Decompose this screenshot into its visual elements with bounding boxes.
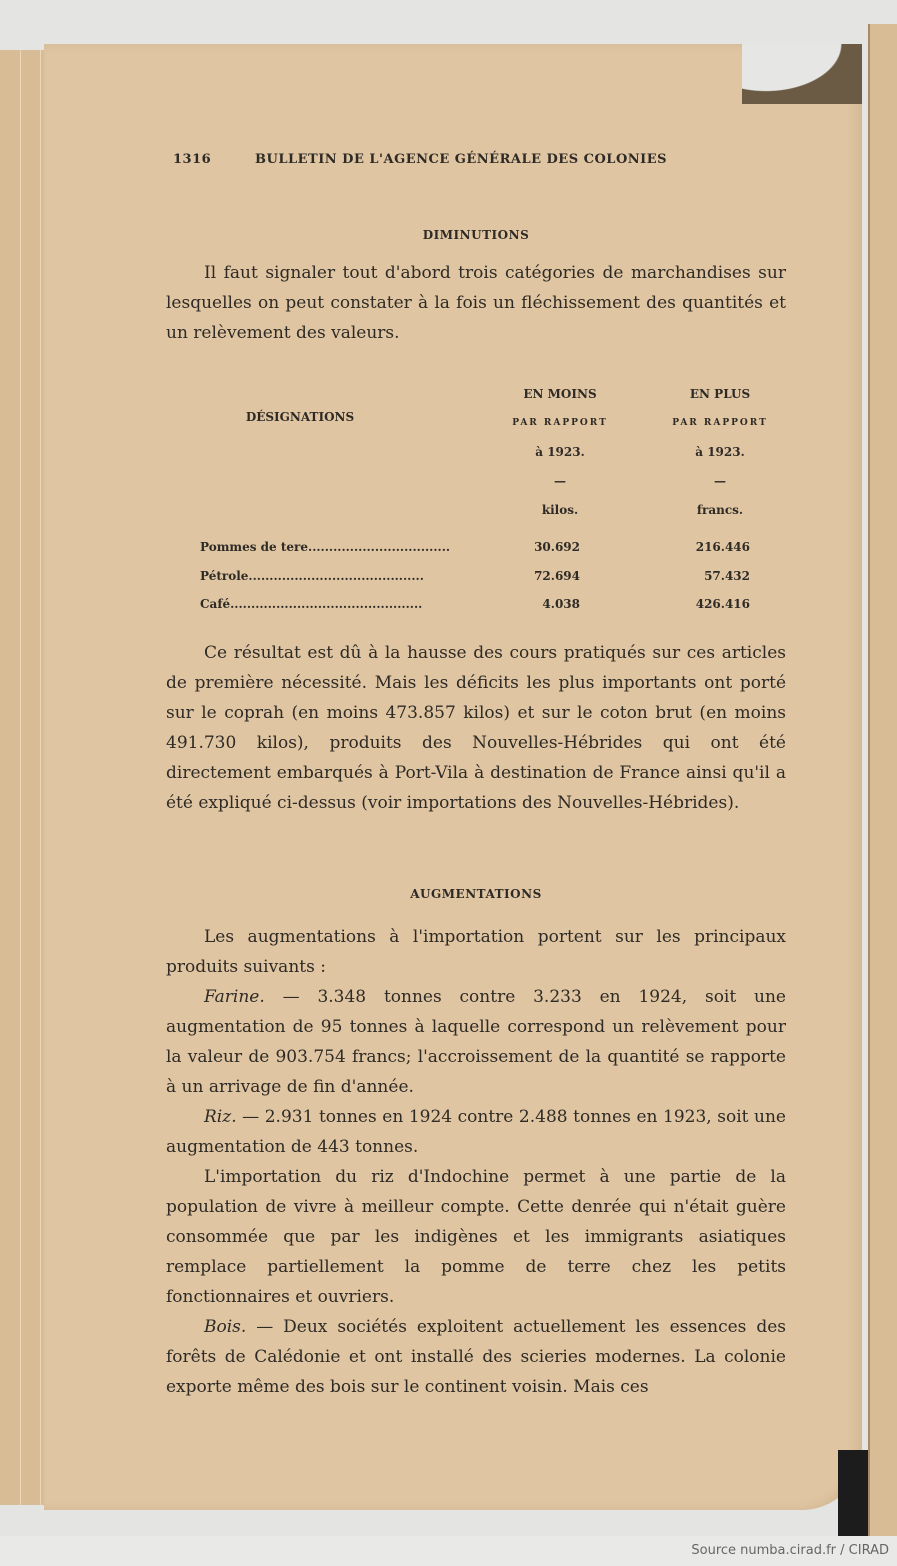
item-name: Farine. [204, 987, 265, 1007]
item-text: — 2.931 tonnes en 1924 contre 2.488 tonnes en 1923, soit une augmentation de 443 tonnes. [166, 1107, 786, 1157]
paragraph-riz [166, 1102, 786, 1162]
paragraph-riz-indochine [166, 1162, 786, 1312]
paragraph-diminutions-conclusion [166, 638, 786, 818]
facing-page-edge [868, 24, 897, 1536]
table-header-col-francs [660, 380, 780, 525]
paragraph-text: Il faut signaler tout d'abord trois catégories de marchandises sur lesquelles on peut constater à la fois un fléchissement des quantités et un relèvement des valeurs. [166, 263, 786, 343]
header-line: à 1923. [535, 445, 585, 459]
scanner-clamp [838, 1450, 868, 1536]
header-line: à 1923. [695, 445, 745, 459]
item-name: Bois. [204, 1317, 247, 1337]
header-dash: — [554, 474, 566, 488]
source-credit: Source numba.cirad.fr / CIRAD [691, 1543, 889, 1558]
paragraph-text: Ce résultat est dû à la hausse des cours pratiqués sur ces articles de première nécessité. Mais les déficits les plus importants ont porté sur le coprah (en moins 473.857 kilos) et sur le coton brut (en moins 491.730 kilos), produits des Nouvelles-Hébrides qui ont été directement embarqués à Port-Vila à destination de France ainsi qu'il a été expliqué ci-dessus (voir importations des Nouvelles-Hébrides). [166, 643, 786, 813]
row-kilos: 72.694 [534, 569, 580, 583]
section-title-augmentations: AUGMENTATIONS [410, 887, 542, 901]
item-text: L'importation du riz d'Indochine permet à une partie de la population de vivre à meilleur compte. Cette denrée qui n'était guère consommée que par les indigènes et les immigrants asiatiques remplace partiellement la pomme de terre chez les petits fonctionnaires et ouvriers. [166, 1167, 786, 1307]
running-title: BULLETIN DE L'AGENCE GÉNÉRALE DES COLONIES [255, 152, 668, 167]
table-header-col-kilos [500, 380, 620, 525]
header-line: EN PLUS [689, 387, 751, 401]
row-kilos: 4.038 [542, 597, 580, 611]
header-line: PAR RAPPORT [512, 418, 608, 428]
page-edge-line [40, 50, 41, 1505]
header-unit: francs. [696, 503, 744, 517]
section-title-diminutions: DIMINUTIONS [422, 228, 530, 242]
header-line: PAR RAPPORT [672, 418, 768, 428]
augmentations-body [166, 922, 786, 1402]
row-kilos: 30.692 [534, 540, 580, 554]
table-header-designations: DÉSIGNATIONS [245, 410, 355, 424]
row-label: Café.............................................. [200, 597, 423, 611]
item-text: — Deux sociétés exploitent actuellement les essences des forêts de Calédonie et ont installé des scieries modernes. La colonie exporte même des bois sur le continent voisin. Mais ces [166, 1317, 786, 1397]
header-line: EN MOINS [523, 387, 597, 401]
page-number: 1316 [173, 152, 212, 167]
paragraph-farine [166, 982, 786, 1102]
header-unit: kilos. [541, 503, 579, 517]
row-label: Pommes de tere.................................. [200, 540, 451, 554]
row-francs: 426.416 [695, 597, 750, 611]
paragraph-augmentations-intro: Les augmentations à l'importation portent sur les principaux produits suivants : [166, 927, 786, 977]
header-dash: — [714, 474, 726, 488]
row-label: Pétrole.......................................... [200, 569, 424, 583]
page-edge-line [20, 50, 21, 1505]
paragraph-diminutions-intro [166, 258, 786, 348]
paragraph-bois [166, 1312, 786, 1402]
row-francs: 216.446 [695, 540, 750, 554]
item-name: Riz. [204, 1107, 237, 1127]
item-text: — 3.348 tonnes contre 3.233 en 1924, soit une augmentation de 95 tonnes à laquelle correspond un relèvement pour la valeur de 903.754 francs; l'accroissement de la quantité se rapporte à un arrivage de fin d'année. [166, 987, 786, 1097]
page-stack-edge [0, 50, 49, 1505]
binding-shadow [742, 44, 862, 104]
row-francs: 57.432 [704, 569, 750, 583]
